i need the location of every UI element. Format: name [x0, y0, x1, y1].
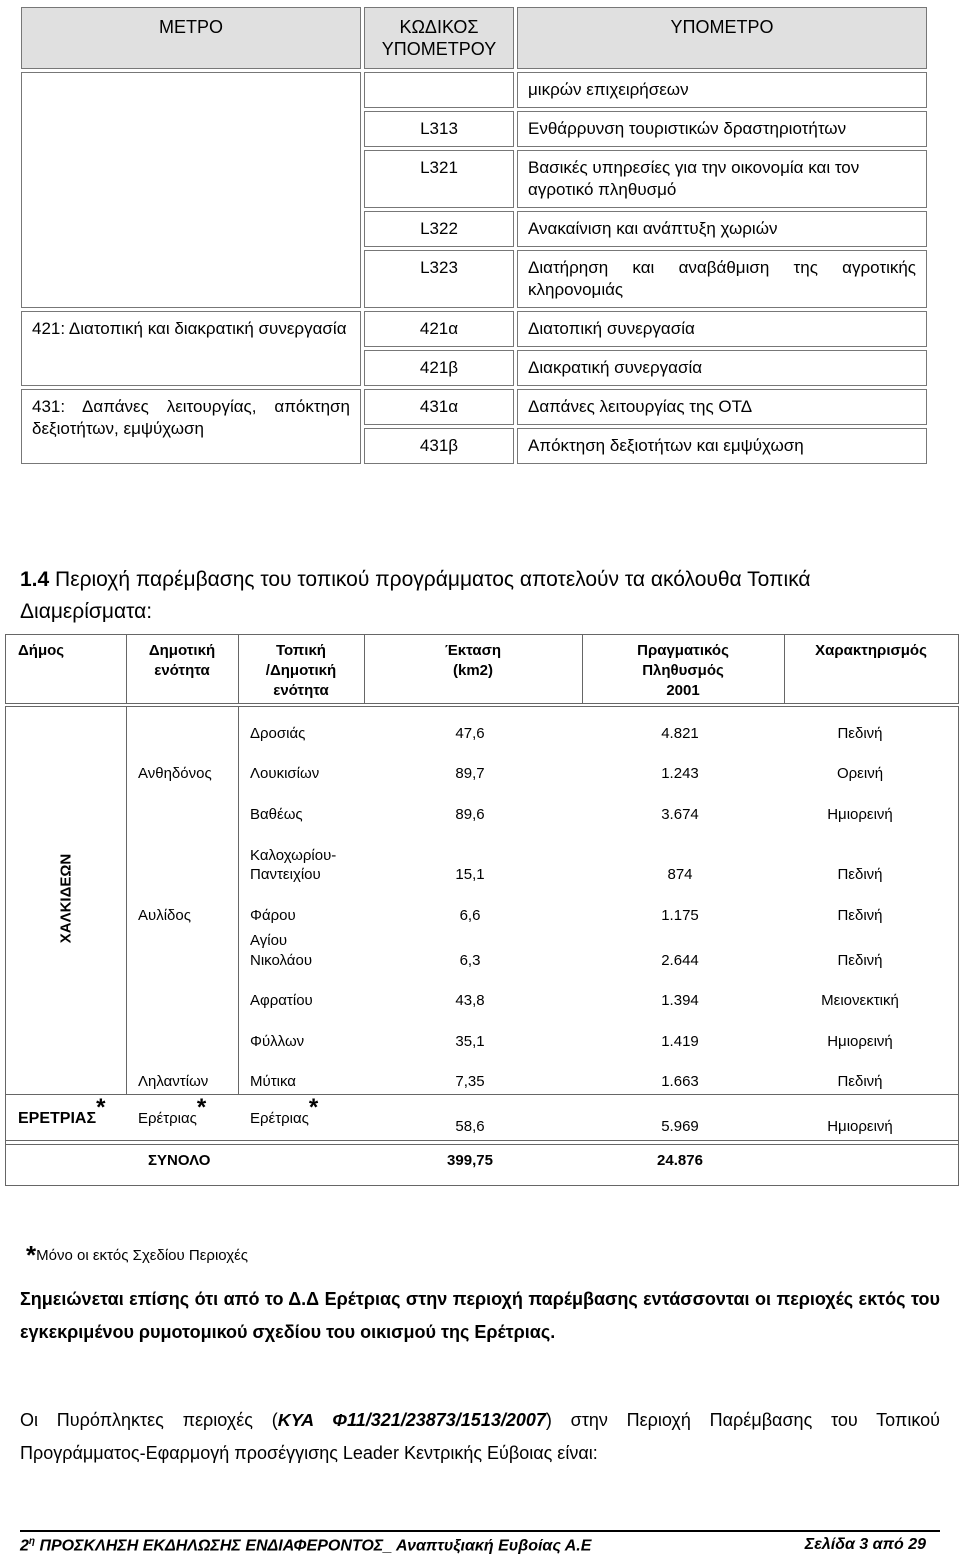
submeasure-cell: Διατήρηση και αναβάθμιση της αγροτικής κληρονομιάς: [517, 250, 927, 308]
header-measure: ΜΕΤΡΟ: [21, 7, 361, 69]
note-bold: Σημειώνεται επίσης ότι από το Δ.Δ Ερέτριας στην περιοχή παρέμβασης εντάσσονται οι περιοχές εκτός του εγκεκριμένου ρυμοτομικού σχεδίου του οικισμού της Ερέτριας.: [20, 1289, 940, 1342]
submeasure-cell: Ανακαίνιση και ανάπτυξη χωριών: [517, 211, 927, 247]
code-cell: 431α: [364, 389, 514, 425]
unit-anthidonos: Ανθηδόνος: [138, 765, 212, 782]
header-submeasure: ΥΠΟΜΕΤΡΟ: [517, 7, 927, 69]
col-header-ektasi: Έκταση (km2): [444, 642, 502, 679]
unit-lilantion: Ληλαντίων: [138, 1073, 209, 1090]
code-cell: 431β: [364, 428, 514, 464]
section-heading: [20, 564, 945, 628]
fire-areas-paragraph: Οι Πυρόπληκτες περιοχές (ΚΥΑ Φ11/321/23873/1513/2007) στην Περιοχή Παρέμβασης του Τοπικού Προγράμματος-Εφαρμογή προσέγγισης Leader Κεντρικής Εύβοιας είναι:: [20, 1410, 940, 1463]
submeasure-cell: Βασικές υπηρεσίες για την οικονομία και τον αγροτικό πληθυσμό: [517, 150, 927, 208]
code-cell: L322: [364, 211, 514, 247]
code-cell: 421α: [364, 311, 514, 347]
code-cell: 421β: [364, 350, 514, 386]
header-code: ΚΩΔΙΚΟΣ ΥΠΟΜΕΤΡΟΥ: [364, 7, 514, 69]
col-header-characterization: Χαρακτηρισμός: [815, 642, 927, 659]
submeasure-cell: Δαπάνες λειτουργίας της ΟΤΔ: [517, 389, 927, 425]
col-header-plithismos: Πραγματικός Πληθυσμός 2001: [637, 642, 729, 699]
page-number: Σελίδα 3 από 29: [804, 1536, 926, 1553]
code-cell: L323: [364, 250, 514, 308]
code-cell: L321: [364, 150, 514, 208]
submeasure-cell: μικρών επιχειρήσεων: [517, 72, 927, 108]
submeasure-cell: Ενθάρρυνση τουριστικών δραστηριοτήτων: [517, 111, 927, 147]
measure-cell-empty: [21, 72, 361, 308]
section-text: Περιοχή παρέμβασης του τοπικού προγράμματος αποτελούν τα ακόλουθα Τοπικά Διαμερίσματα:: [20, 568, 811, 623]
measure-cell: 431: Δαπάνες λειτουργίας, απόκτηση δεξιοτήτων, εμψύχωση: [21, 389, 361, 464]
page-footer: $2^\eta$ ΠΡΟΣΚΛΗΣΗ ΕΚΔΗΛΩΣΗΣ ΕΝΔΙΑΦΕΡΟΝΤΟΣ_ Αναπτυξιακή Ευβοίας Α.Ε Σελίδα 3 από 29: [20, 1530, 940, 1555]
submeasure-cell: Διατοπική συνεργασία: [517, 311, 927, 347]
col-header-dimos: Δήμος: [18, 642, 65, 659]
col-header-topiki: Τοπική /Δημοτική ενότητα: [265, 642, 337, 699]
submeasure-cell: Διακρατική συνεργασία: [517, 350, 927, 386]
submeasure-cell: Απόκτηση δεξιοτήτων και εμψύχωση: [517, 428, 927, 464]
footnote: *Μόνο οι εκτός Σχεδίου Περιοχές: [26, 1240, 249, 1270]
code-cell: L313: [364, 111, 514, 147]
col-header-enotita: Δημοτική ενότητα: [148, 642, 216, 679]
municipality-chalkideon: ΧΑΛΚΙΔΕΩΝ: [57, 853, 75, 944]
code-cell: [364, 72, 514, 108]
measures-table: [18, 4, 930, 467]
section-number: 1.4: [20, 568, 50, 591]
unit-avlidos: Αυλίδος: [138, 907, 191, 924]
measure-cell: 421: Διατοπική και διακρατική συνεργασία: [21, 311, 361, 386]
